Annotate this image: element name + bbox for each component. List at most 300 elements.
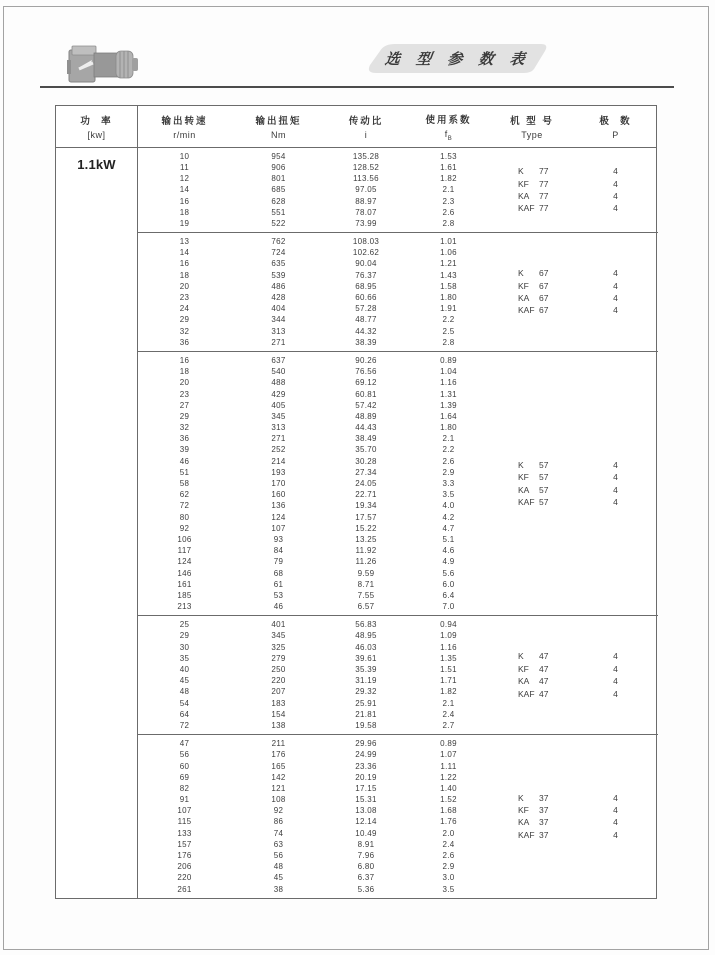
- speed-cell: 47: [179, 739, 190, 749]
- factor-cell: 2.1: [442, 185, 455, 195]
- torque-cell: 220: [271, 676, 286, 686]
- factor-cell: 1.11: [440, 761, 457, 771]
- factor-cell: 1.64: [440, 411, 457, 421]
- speed-cell: 72: [179, 501, 190, 511]
- ratio-cell: 90.04: [355, 259, 377, 269]
- model-type-name: KAF 67: [518, 305, 549, 316]
- torque-cell: 142: [271, 772, 286, 782]
- poles-value: 4: [613, 178, 618, 189]
- speed-cell: 23: [179, 389, 190, 399]
- torque-cell: 313: [271, 326, 286, 336]
- model-type-name: K 77: [518, 166, 549, 177]
- speed-cell: 19: [179, 218, 190, 228]
- speed-cell: 14: [179, 185, 190, 195]
- ratio-cell: 19.34: [355, 501, 377, 511]
- ratio-cell: 113.56: [353, 174, 379, 184]
- ratio-cell: 76.37: [355, 270, 377, 280]
- ratio-cell: 15.31: [355, 795, 377, 805]
- torque-cell: 56: [273, 851, 284, 861]
- factor-cell: 1.04: [440, 367, 457, 377]
- speed-cell: 213: [177, 602, 192, 612]
- ratio-cell: 10.49: [355, 828, 377, 838]
- model-types: [491, 352, 658, 615]
- torque-cell: 906: [271, 162, 286, 172]
- model-type-name: KA 67: [518, 293, 549, 304]
- speed-cell: 106: [177, 534, 192, 544]
- poles-value: 4: [613, 472, 618, 483]
- ratio-cell: 97.05: [355, 185, 377, 195]
- factor-cell: 1.91: [440, 304, 457, 314]
- model-types: [491, 233, 658, 351]
- torque-cell: 121: [271, 783, 286, 793]
- factor-cell: 4.2: [442, 512, 455, 522]
- torque-cell: 405: [271, 400, 286, 410]
- factor-cell: 1.58: [440, 281, 457, 291]
- table-body: [56, 148, 656, 898]
- torque-cell: 124: [271, 512, 286, 522]
- model-type-name: KA 47: [518, 676, 549, 687]
- model-type-row: [491, 688, 658, 700]
- poles-value: 4: [613, 459, 618, 470]
- model-type-row: [491, 280, 658, 292]
- model-type-row: [491, 829, 658, 841]
- ratio-cell: 7.96: [357, 851, 375, 861]
- factor-cell: 3.0: [442, 873, 455, 883]
- model-type-row: [491, 816, 658, 828]
- factor-cell: 7.0: [442, 602, 455, 612]
- factor-cell: 1.16: [440, 642, 457, 652]
- ratio-cell: 31.19: [355, 676, 377, 686]
- model-type-row: [491, 190, 658, 202]
- torque-cell: 401: [271, 620, 286, 630]
- speed-cell: 20: [179, 281, 190, 291]
- poles-value: 4: [613, 203, 618, 214]
- factor-cell: 2.2: [442, 315, 455, 325]
- speed-cell: 13: [179, 237, 190, 247]
- torque-cell: 45: [273, 873, 284, 883]
- factor-cell: 3.3: [442, 479, 455, 489]
- factor-cell: 1.21: [440, 259, 457, 269]
- model-type-name: KAF 77: [518, 203, 549, 214]
- factor-cell: 2.6: [442, 851, 455, 861]
- header-output-torque: 输出扭矩 Nm: [255, 116, 302, 141]
- model-type-name: KF 47: [518, 663, 549, 674]
- type-group-1: [138, 148, 658, 233]
- speed-cell: 115: [177, 817, 192, 827]
- factor-cell: 6.0: [442, 579, 455, 589]
- speed-cell: 14: [179, 248, 190, 258]
- factor-cell: 5.1: [442, 534, 455, 544]
- title-banner: [363, 42, 553, 74]
- ratio-cell: 35.39: [355, 665, 377, 675]
- ratio-cell: 108.03: [352, 237, 380, 247]
- speed-cell: 62: [179, 490, 190, 500]
- torque-cell: 108: [271, 795, 286, 805]
- speed-cell: 54: [179, 698, 190, 708]
- speed-cell: 23: [179, 293, 190, 303]
- torque-cell: 488: [271, 378, 286, 388]
- torque-cell: 154: [271, 709, 286, 719]
- ratio-cell: 29.32: [355, 687, 377, 697]
- torque-cell: 685: [271, 185, 286, 195]
- ratio-cell: 39.61: [355, 653, 377, 663]
- gear-motor-illustration: [66, 40, 140, 86]
- speed-cell: 29: [179, 631, 190, 641]
- factor-cell: 4.7: [442, 523, 455, 533]
- model-type-name: K 37: [518, 792, 549, 803]
- ratio-cell: 9.59: [357, 568, 375, 578]
- ratio-cell: 48.77: [355, 315, 377, 325]
- factor-cell: 0.89: [440, 739, 457, 749]
- ratio-cell: 88.97: [355, 196, 377, 206]
- speed-cell: 117: [177, 546, 192, 556]
- page-title: 选 型 参 数 表: [383, 50, 532, 68]
- model-type-row: [491, 663, 658, 675]
- ratio-cell: 60.66: [355, 293, 377, 303]
- speed-cell: 124: [177, 557, 192, 567]
- header-ratio: 传动比 i: [348, 116, 384, 141]
- model-type-name: KF 37: [518, 805, 549, 816]
- speed-cell: 27: [179, 400, 190, 410]
- torque-cell: 84: [273, 546, 284, 556]
- torque-cell: 551: [271, 207, 286, 217]
- ratio-cell: 102.62: [352, 248, 380, 258]
- factor-cell: 1.76: [440, 817, 457, 827]
- header-output-speed: 输出转速 r/min: [161, 116, 208, 141]
- ratio-cell: 46.03: [355, 642, 377, 652]
- poles-value: 4: [613, 497, 618, 508]
- factor-cell: 4.9: [442, 557, 455, 567]
- torque-cell: 628: [271, 196, 286, 206]
- header-poles: 极 数 P: [599, 116, 632, 141]
- factor-cell: 3.5: [442, 490, 455, 500]
- factor-cell: 3.5: [442, 884, 455, 894]
- factor-cell: 0.89: [440, 355, 457, 365]
- speed-cell: 18: [179, 207, 190, 217]
- ratio-cell: 7.55: [357, 590, 375, 600]
- ratio-cell: 17.57: [355, 512, 377, 522]
- ratio-cell: 24.05: [355, 479, 377, 489]
- torque-cell: 74: [273, 828, 284, 838]
- speed-cell: 82: [179, 783, 190, 793]
- factor-cell: 1.06: [440, 248, 457, 258]
- speed-cell: 29: [179, 315, 190, 325]
- torque-cell: 211: [271, 739, 286, 749]
- ratio-cell: 13.25: [355, 534, 377, 544]
- model-type-row: [491, 650, 658, 662]
- torque-cell: 428: [271, 293, 286, 303]
- torque-cell: 176: [271, 750, 286, 760]
- speed-cell: 176: [177, 851, 192, 861]
- torque-cell: 404: [271, 304, 286, 314]
- speed-cell: 133: [177, 828, 192, 838]
- speed-cell: 48: [179, 687, 190, 697]
- torque-cell: 313: [271, 423, 286, 433]
- speed-cell: 45: [179, 676, 190, 686]
- torque-cell: 183: [271, 698, 286, 708]
- factor-cell: 1.43: [440, 270, 457, 280]
- gear-motor-image: [66, 40, 140, 86]
- model-type-row: [491, 484, 658, 496]
- speed-cell: 107: [177, 806, 192, 816]
- speed-cell: 46: [179, 456, 190, 466]
- torque-cell: 486: [271, 281, 286, 291]
- factor-cell: 4.6: [442, 546, 455, 556]
- table-header: [56, 106, 656, 148]
- model-type-name: KAF 37: [518, 829, 549, 840]
- ratio-cell: 90.26: [355, 355, 377, 365]
- speed-cell: 92: [179, 523, 190, 533]
- factor-cell: 2.4: [442, 839, 455, 849]
- model-types: [491, 148, 658, 232]
- ratio-cell: 17.15: [355, 783, 377, 793]
- torque-cell: 252: [271, 445, 286, 455]
- model-type-name: K 67: [518, 268, 549, 279]
- speed-cell: 220: [177, 873, 192, 883]
- ratio-cell: 128.52: [352, 162, 380, 172]
- torque-cell: 63: [273, 839, 284, 849]
- ratio-cell: 5.36: [357, 884, 375, 894]
- header-power: 功 率 [kw]: [56, 106, 138, 147]
- type-groups: [138, 148, 658, 898]
- ratio-cell: 69.12: [355, 378, 377, 388]
- model-type-name: KAF 57: [518, 497, 549, 508]
- torque-cell: 193: [271, 467, 286, 477]
- model-type-row: [491, 471, 658, 483]
- poles-value: 4: [613, 676, 618, 687]
- torque-cell: 345: [271, 411, 286, 421]
- torque-cell: 61: [273, 579, 284, 589]
- speed-cell: 24: [179, 304, 190, 314]
- header-type: 机 型 号 Type: [510, 116, 554, 141]
- factor-cell: 1.35: [440, 653, 457, 663]
- speed-cell: 11: [180, 162, 189, 172]
- factor-cell: 1.39: [440, 400, 457, 410]
- torque-cell: 724: [271, 248, 286, 258]
- speed-cell: 36: [179, 337, 190, 347]
- factor-cell: 2.8: [442, 337, 455, 347]
- factor-cell: 5.6: [442, 568, 455, 578]
- torque-cell: 540: [271, 367, 286, 377]
- torque-cell: 165: [271, 761, 286, 771]
- factor-cell: 2.4: [442, 709, 455, 719]
- type-group-5: [138, 735, 658, 898]
- torque-cell: 68: [273, 568, 284, 578]
- model-type-name: KA 77: [518, 190, 549, 201]
- torque-cell: 279: [271, 653, 286, 663]
- ratio-cell: 60.81: [355, 389, 377, 399]
- torque-cell: 92: [273, 806, 284, 816]
- speed-cell: 157: [177, 839, 192, 849]
- ratio-cell: 15.22: [355, 523, 377, 533]
- poles-value: 4: [613, 293, 618, 304]
- speed-cell: 80: [179, 512, 190, 522]
- type-group-2: [138, 233, 658, 352]
- speed-cell: 64: [179, 709, 190, 719]
- poles-value: 4: [613, 817, 618, 828]
- ratio-cell: 19.58: [355, 720, 377, 730]
- factor-cell: 6.4: [442, 590, 455, 600]
- speed-cell: 69: [179, 772, 190, 782]
- speed-cell: 20: [179, 378, 190, 388]
- torque-cell: 207: [271, 687, 286, 697]
- ratio-cell: 27.34: [355, 467, 377, 477]
- power-value: 1.1kW: [56, 148, 138, 898]
- torque-cell: 250: [271, 665, 286, 675]
- ratio-cell: 73.99: [355, 218, 377, 228]
- ratio-cell: 30.28: [355, 456, 377, 466]
- factor-cell: 2.5: [442, 326, 455, 336]
- factor-cell: 1.40: [440, 783, 457, 793]
- model-types: [491, 616, 658, 734]
- factor-cell: 1.31: [440, 389, 457, 399]
- factor-cell: 2.9: [442, 862, 455, 872]
- model-type-row: [491, 267, 658, 279]
- speed-cell: 261: [177, 884, 192, 894]
- ratio-cell: 78.07: [355, 207, 377, 217]
- poles-value: 4: [613, 190, 618, 201]
- speed-cell: 60: [179, 761, 190, 771]
- model-type-name: KF 77: [518, 178, 549, 189]
- ratio-cell: 6.80: [357, 862, 375, 872]
- speed-cell: 206: [177, 862, 192, 872]
- factor-cell: 2.1: [442, 434, 455, 444]
- torque-cell: 954: [271, 151, 286, 161]
- torque-cell: 271: [271, 337, 286, 347]
- speed-cell: 56: [179, 750, 190, 760]
- ratio-cell: 12.14: [355, 817, 377, 827]
- torque-cell: 93: [273, 534, 284, 544]
- poles-value: 4: [613, 688, 618, 699]
- torque-cell: 635: [271, 259, 286, 269]
- factor-cell: 1.71: [440, 676, 457, 686]
- ratio-cell: 48.89: [355, 411, 377, 421]
- factor-cell: 1.09: [440, 631, 457, 641]
- speed-cell: 29: [179, 411, 190, 421]
- poles-value: 4: [613, 484, 618, 495]
- ratio-cell: 6.57: [357, 602, 375, 612]
- model-type-row: [491, 304, 658, 316]
- ratio-cell: 13.08: [355, 806, 377, 816]
- header-divider: [40, 86, 674, 88]
- factor-cell: 1.80: [440, 423, 457, 433]
- ratio-cell: 24.99: [355, 750, 377, 760]
- speed-cell: 18: [179, 270, 190, 280]
- model-type-row: [491, 496, 658, 508]
- model-type-row: [491, 804, 658, 816]
- speed-cell: 25: [179, 620, 190, 630]
- factor-cell: 4.0: [442, 501, 455, 511]
- ratio-cell: 38.49: [355, 434, 377, 444]
- factor-cell: 2.9: [442, 467, 455, 477]
- torque-cell: 637: [271, 355, 286, 365]
- model-type-name: KA 37: [518, 817, 549, 828]
- speed-cell: 146: [177, 568, 192, 578]
- ratio-cell: 23.36: [355, 761, 377, 771]
- torque-cell: 271: [271, 434, 286, 444]
- ratio-cell: 22.71: [355, 490, 377, 500]
- speed-cell: 10: [179, 151, 190, 161]
- model-type-row: [491, 178, 658, 190]
- torque-cell: 801: [271, 174, 286, 184]
- model-type-row: [491, 792, 658, 804]
- speed-cell: 16: [179, 355, 190, 365]
- speed-cell: 18: [179, 367, 190, 377]
- factor-cell: 2.3: [442, 196, 455, 206]
- ratio-cell: 44.32: [355, 326, 377, 336]
- speed-cell: 30: [179, 642, 190, 652]
- factor-cell: 2.8: [442, 218, 455, 228]
- torque-cell: 53: [273, 590, 284, 600]
- speed-cell: 32: [179, 326, 190, 336]
- poles-value: 4: [613, 805, 618, 816]
- torque-cell: 160: [271, 490, 286, 500]
- poles-value: 4: [613, 651, 618, 662]
- factor-cell: 1.07: [440, 750, 457, 760]
- speed-cell: 12: [179, 174, 190, 184]
- model-type-name: KAF 47: [518, 688, 549, 699]
- torque-cell: 79: [273, 557, 284, 567]
- ratio-cell: 38.39: [355, 337, 377, 347]
- speed-cell: 35: [179, 653, 190, 663]
- model-type-row: [491, 459, 658, 471]
- torque-cell: 136: [271, 501, 286, 511]
- torque-cell: 214: [271, 456, 286, 466]
- ratio-cell: 11.26: [355, 557, 377, 567]
- ratio-cell: 29.96: [355, 739, 377, 749]
- ratio-cell: 57.28: [355, 304, 377, 314]
- speed-cell: 58: [179, 479, 190, 489]
- ratio-cell: 6.37: [357, 873, 375, 883]
- factor-cell: 1.82: [440, 687, 457, 697]
- factor-cell: 1.51: [440, 665, 457, 675]
- factor-cell: 1.53: [440, 151, 457, 161]
- ratio-cell: 48.95: [355, 631, 377, 641]
- poles-value: 4: [613, 305, 618, 316]
- ratio-cell: 76.56: [355, 367, 377, 377]
- torque-cell: 86: [273, 817, 284, 827]
- model-type-row: [491, 292, 658, 304]
- ratio-cell: 25.91: [355, 698, 377, 708]
- speed-cell: 51: [179, 467, 190, 477]
- torque-cell: 138: [271, 720, 286, 730]
- factor-cell: 1.01: [440, 237, 457, 247]
- selection-table: [55, 105, 657, 899]
- torque-cell: 344: [271, 315, 286, 325]
- ratio-cell: 68.95: [355, 281, 377, 291]
- factor-cell: 1.68: [440, 806, 457, 816]
- ratio-cell: 20.19: [355, 772, 377, 782]
- poles-value: 4: [613, 166, 618, 177]
- model-type-name: KA 57: [518, 484, 549, 495]
- speed-cell: 32: [179, 423, 190, 433]
- model-type-name: K 47: [518, 651, 549, 662]
- speed-cell: 185: [177, 590, 192, 600]
- torque-cell: 429: [271, 389, 286, 399]
- ratio-cell: 21.81: [355, 709, 377, 719]
- factor-cell: 1.16: [440, 378, 457, 388]
- type-group-4: [138, 616, 658, 735]
- speed-cell: 39: [179, 445, 190, 455]
- ratio-cell: 8.71: [357, 579, 375, 589]
- type-group-3: [138, 352, 658, 616]
- factor-cell: 1.80: [440, 293, 457, 303]
- model-type-row: [491, 202, 658, 214]
- factor-cell: 2.1: [442, 698, 455, 708]
- torque-cell: 170: [271, 479, 286, 489]
- speed-cell: 16: [179, 259, 190, 269]
- torque-cell: 325: [271, 642, 286, 652]
